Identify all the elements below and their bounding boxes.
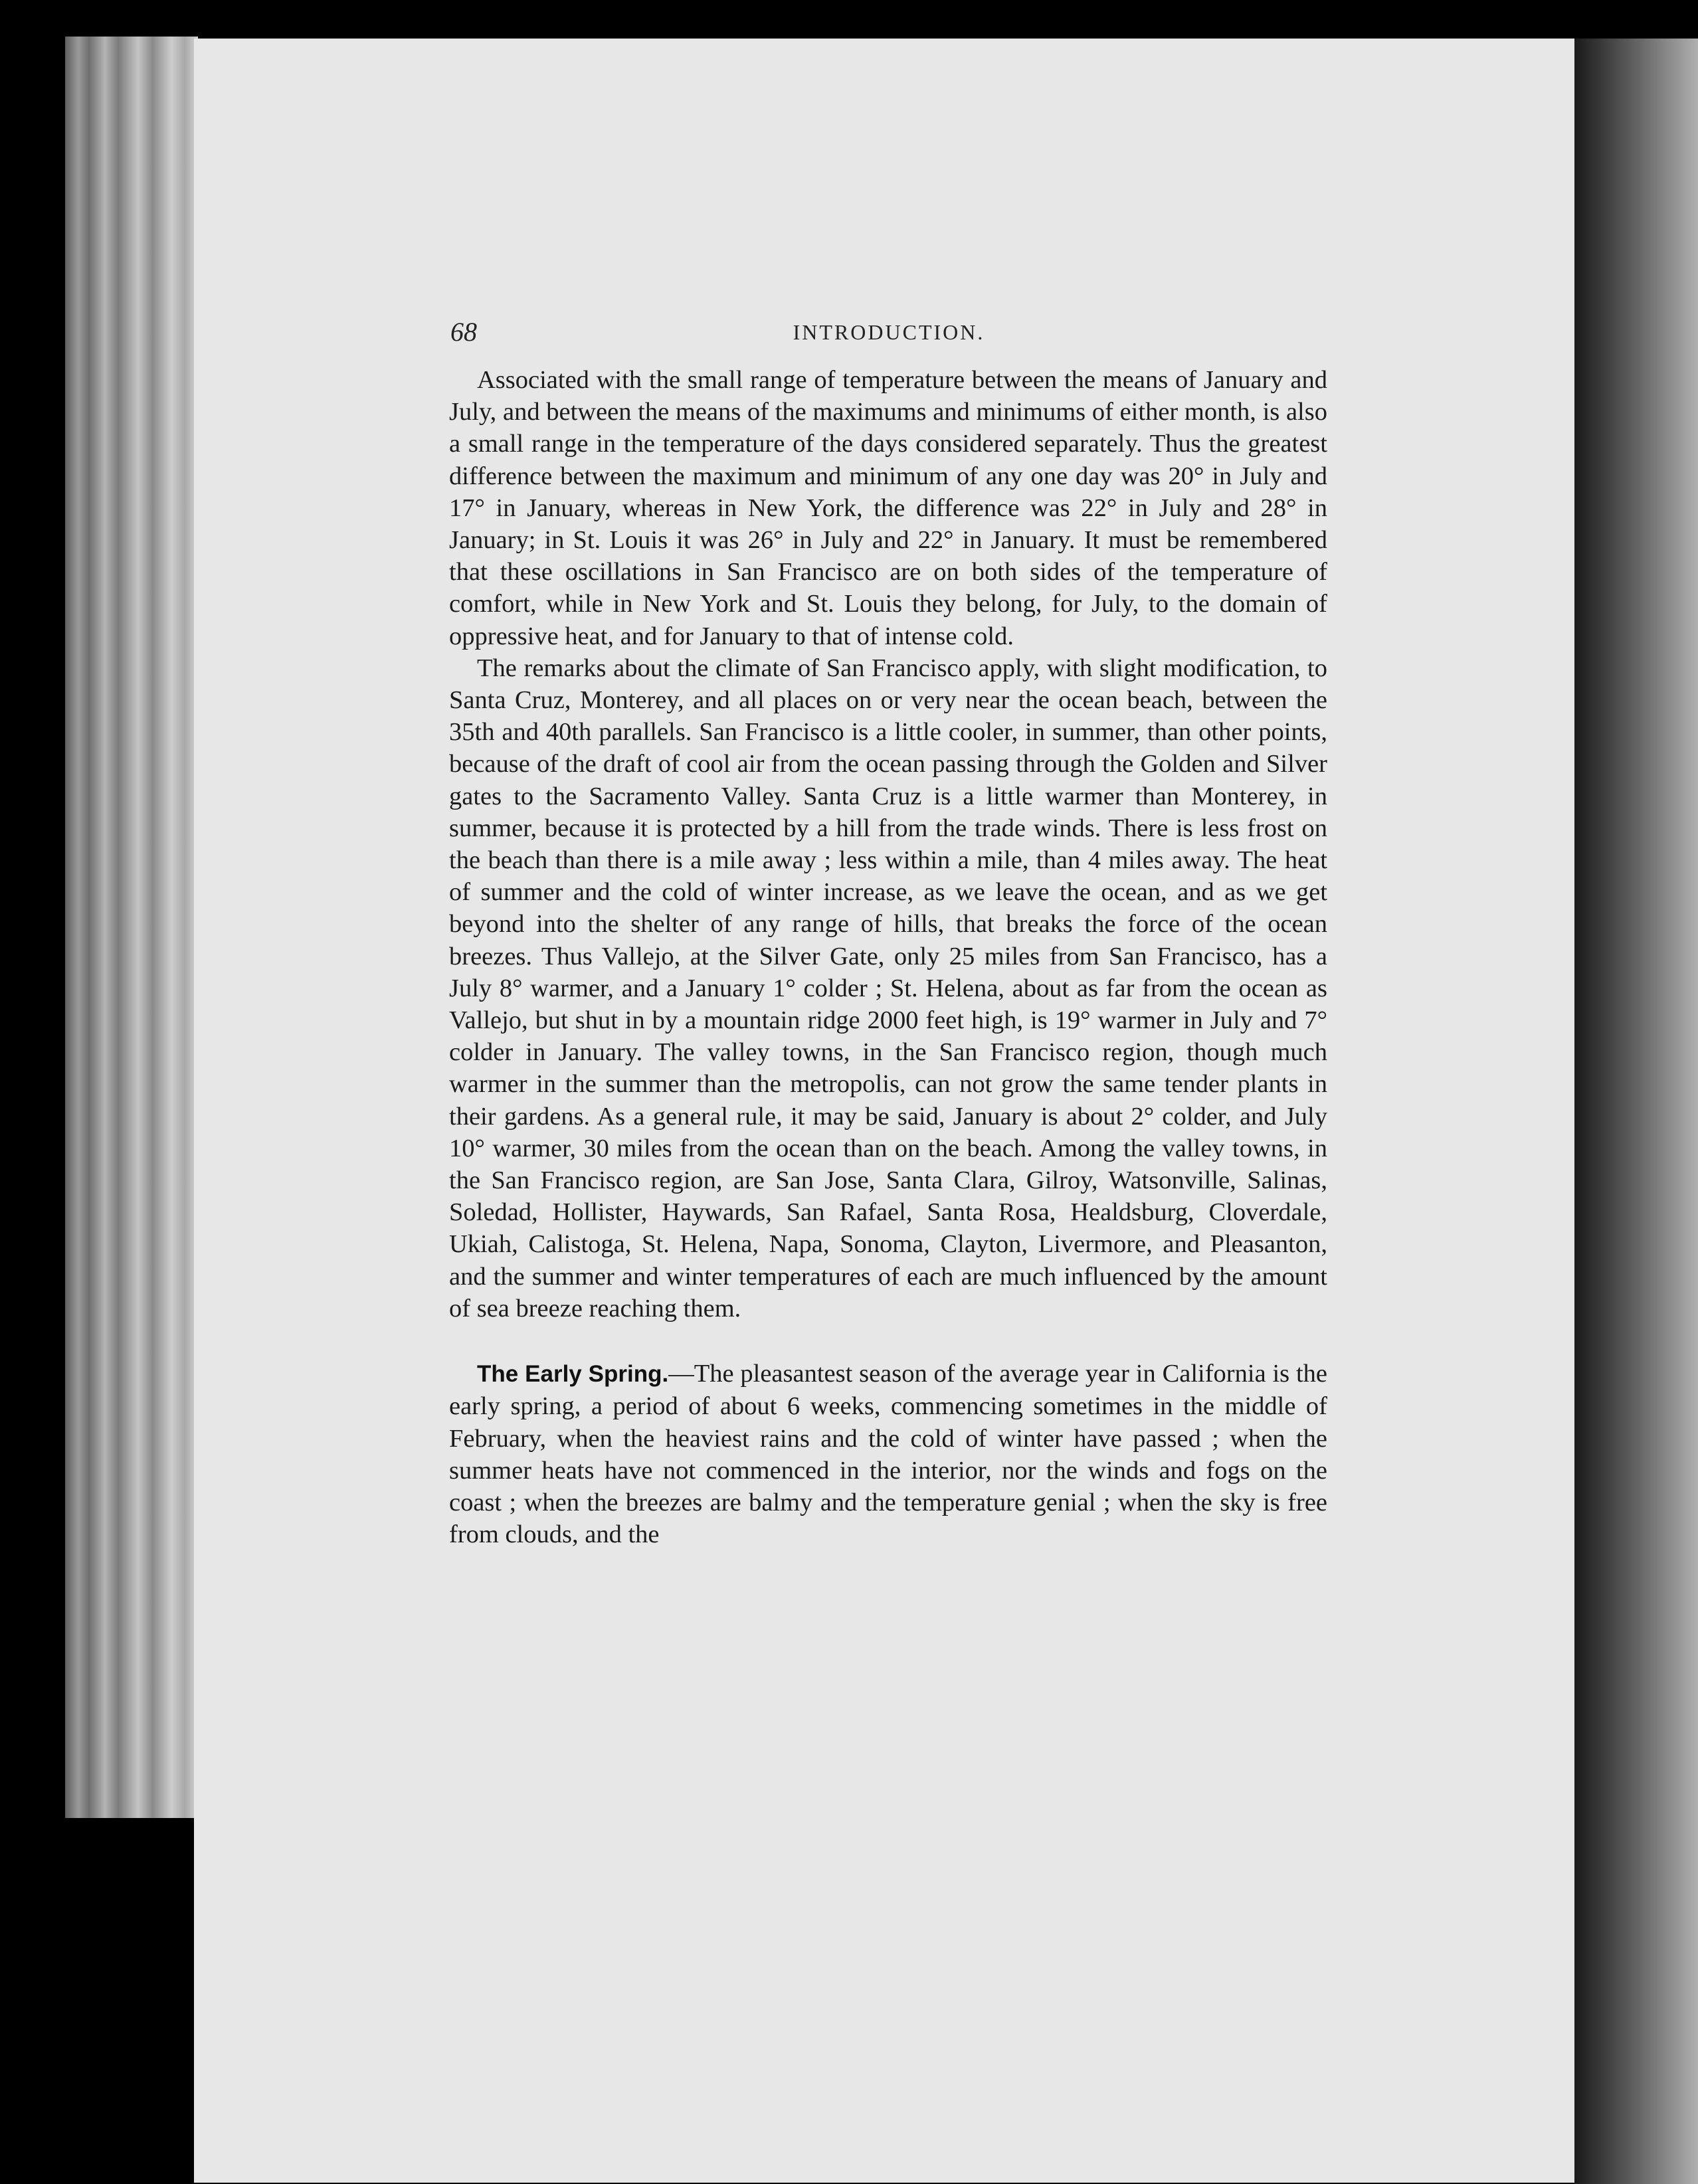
running-title: INTRODUCTION.: [793, 320, 985, 344]
paragraph-temperature-range: Associated with the small range of temperature between the means of January and July, and between the means of the maximums and minimums of either month, is also a small range in the temperature of the days considered separately. Thus the greatest difference between the maximum and minimum of any one day was 20° in July and 17° in January, whereas in New York, the difference was 22° in July and 28° in January; in St. Louis it was 26° in July and 22° in January. It must be remembered that these oscillations in San Francisco are on both sides of the temperature of comfort, while in New York and St. Louis they belong, for July, to the domain of oppressive heat, and for January to that of intense cold.: [449, 366, 1327, 650]
section-early-spring: [449, 1358, 1327, 1550]
book-left-page-edges: [65, 37, 198, 1818]
section-text: —The pleasantest season of the average year in California is the early spring, a period of about 6 weeks, commencing sometimes in the middle of February, when the heaviest rains and the cold of winter have passed ; when the summer heats have not commenced in the interior, nor the winds and fogs on the coast ; when the breezes are balmy and the temperature genial ; when the sky is free from clouds, and the: [449, 1360, 1327, 1549]
paragraph-coastal-climate: The remarks about the climate of San Francisco apply, with slight modification, to Santa Cruz, Monterey, and all places on or very near the ocean beach, between the 35th and 40th parallels. San Francisco is a little cooler, in summer, than other points, because of the draft of cool air from the ocean passing through the Golden and Silver gates to the Sacramento Valley. Santa Cruz is a little warmer than Monterey, in summer, because it is protected by a hill from the trade winds. There is less frost on the beach than there is a mile away ; less within a mile, than 4 miles away. The heat of summer and the cold of winter increase, as we leave the ocean, and as we get beyond into the shelter of any range of hills, that breaks the force of the ocean breezes. Thus Vallejo, at the Silver Gate, only 25 miles from San Francisco, has a July 8° warmer, and a January 1° colder ; St. Helena, about as far from the ocean as Vallejo, but shut in by a mountain ridge 2000 feet high, is 19° warmer in July and 7° colder in January. The valley towns, in the San Francisco region, though much warmer in the summer than the metropolis, can not grow the same tender plants in their gardens. As a general rule, it may be said, January is about 2° colder, and July 10° warmer, 30 miles from the ocean than on the beach. Among the valley towns, in the San Francisco region, are San Jose, Santa Clara, Gilroy, Watsonville, Salinas, Soledad, Hollister, Haywards, San Rafael, Santa Rosa, Healdsburg, Cloverdale, Ukiah, Calistoga, St. Helena, Napa, Sonoma, Clayton, Livermore, and Pleasanton, and the summer and winter temperatures of each are much influenced by the amount of sea breeze reaching them.: [449, 654, 1327, 1322]
book-right-page-edges: [1574, 39, 1698, 2184]
body-text: [449, 364, 1327, 1550]
page-number: 68: [450, 317, 477, 347]
section-heading: The Early Spring.: [477, 1361, 669, 1388]
running-head: [450, 314, 1327, 353]
